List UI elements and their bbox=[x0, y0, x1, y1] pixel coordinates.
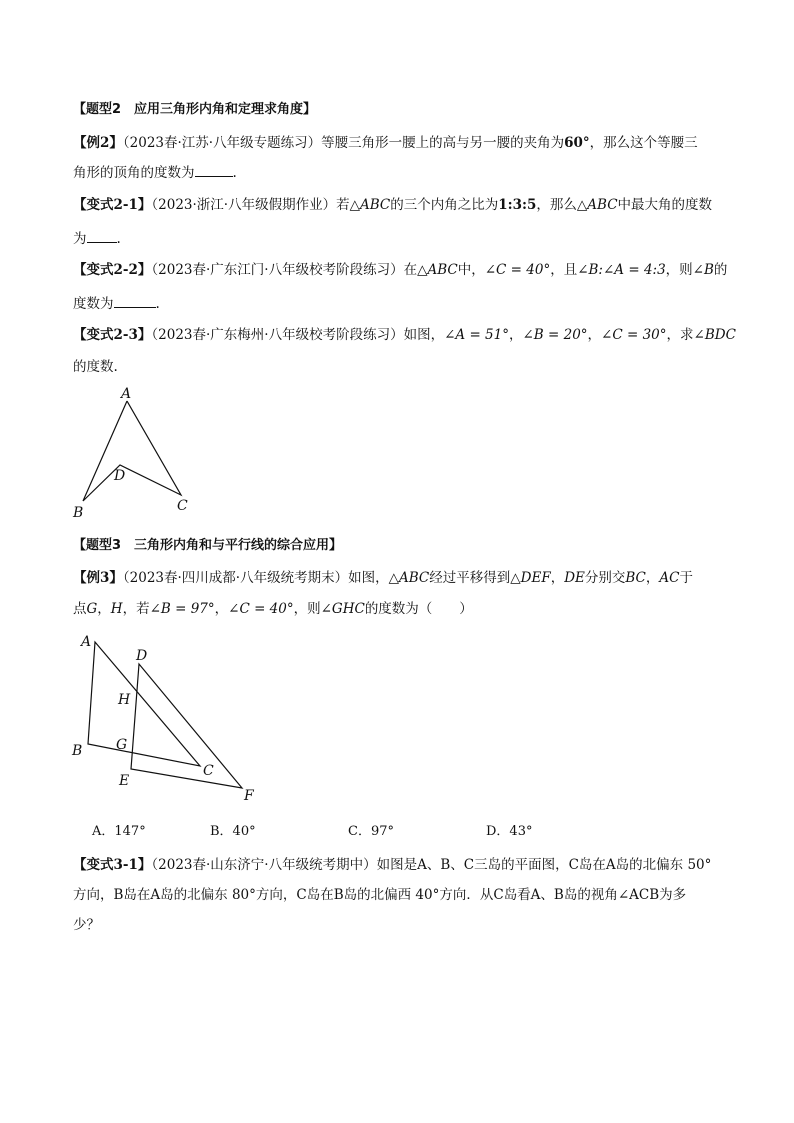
example-2-text: ，那么这个等腰三 bbox=[589, 135, 698, 151]
triangle-def bbox=[131, 664, 242, 788]
variant-2-2-text: 中， bbox=[457, 262, 485, 278]
separator: ， bbox=[508, 327, 523, 343]
variant-2-1-text: 为 bbox=[73, 231, 87, 247]
point-name: H bbox=[110, 601, 123, 617]
variant-3-1-label: 【变式3-1】 bbox=[73, 857, 152, 873]
example-3-label: 【例3】 bbox=[73, 570, 123, 586]
example-3-text: 如图，△ bbox=[348, 570, 399, 586]
variant-3-1-line-1 bbox=[73, 855, 723, 875]
asked-angle: ∠BDC bbox=[693, 327, 736, 343]
separator: ， bbox=[214, 601, 229, 617]
example-2-text: 等腰三角形一腰上的高与另一腰的夹角为 bbox=[321, 135, 565, 151]
variant-2-3-label: 【变式2-3】 bbox=[73, 327, 152, 343]
example-3-text: ， bbox=[550, 570, 565, 586]
triangle-name: ABC bbox=[399, 570, 430, 586]
example-3-line-1 bbox=[73, 568, 723, 588]
triangle-name: ABC bbox=[427, 262, 458, 278]
example-3-text: 分别交 bbox=[584, 570, 626, 586]
condition: ∠C = 30° bbox=[601, 327, 667, 343]
option-d[interactable]: D．43° bbox=[486, 824, 533, 839]
variant-3-1-line-3: 少？ bbox=[73, 917, 100, 933]
figure-1-diagram bbox=[65, 383, 200, 523]
condition: ∠C = 40° bbox=[484, 262, 551, 278]
variant-2-2-text: ，则 bbox=[665, 262, 693, 278]
condition: ∠C = 40° bbox=[228, 601, 294, 617]
variant-2-3-text: 的度数. bbox=[73, 359, 118, 375]
example-3-text: 经过平移得到△ bbox=[429, 570, 521, 586]
variant-2-2-source: （2023春·广东江门·八年级校考阶段练习） bbox=[151, 262, 404, 278]
variant-2-2-line-2 bbox=[73, 293, 723, 314]
example-2-angle: 60° bbox=[564, 135, 590, 151]
condition: ∠A = 51° bbox=[444, 327, 509, 343]
example-3-text: ，若 bbox=[122, 601, 150, 617]
figure-2-diagram bbox=[65, 628, 270, 808]
option-c[interactable]: C．97° bbox=[348, 824, 394, 839]
condition: ∠B:∠A = 4:3 bbox=[577, 262, 666, 278]
variant-3-1-line-2: 方向，B岛在A岛的北偏东 80°方向，C岛在B岛的北偏西 40°方向．从C岛看A、B岛的视角∠ACB为多 bbox=[73, 887, 687, 903]
variant-2-2-text: 的 bbox=[713, 262, 728, 278]
triangle-name: ABC bbox=[587, 197, 618, 213]
variant-3-1-source: （2023春·山东济宁·八年级统考期中） bbox=[151, 857, 377, 873]
point-name: G bbox=[86, 601, 98, 617]
option-a[interactable]: A．147° bbox=[92, 824, 146, 839]
example-2-end: . bbox=[232, 165, 237, 181]
answer-blank bbox=[114, 293, 156, 308]
variant-2-2-text: 度数为 bbox=[73, 296, 114, 312]
label-a: A bbox=[81, 634, 92, 650]
example-3-source: （2023春·四川成都·八年级统考期末） bbox=[122, 570, 349, 586]
condition: ∠B = 97° bbox=[149, 601, 215, 617]
vertex-label-d: D bbox=[114, 468, 126, 484]
label-b: B bbox=[72, 743, 83, 759]
triangle-name: ABC bbox=[359, 197, 391, 213]
example-3-text: 点 bbox=[73, 601, 87, 617]
example-2-line-2 bbox=[73, 162, 723, 183]
example-2-text: 角形的顶角的度数为 bbox=[73, 165, 195, 181]
answer-blank bbox=[195, 162, 233, 177]
separator: ， bbox=[645, 570, 660, 586]
variant-2-3-line-1 bbox=[73, 325, 736, 345]
variant-2-1-line-2 bbox=[73, 228, 723, 249]
vertex-label-c: C bbox=[177, 498, 188, 514]
example-3-line-2 bbox=[73, 599, 723, 619]
variant-2-1-source: （2023·浙江·八年级假期作业） bbox=[151, 197, 337, 213]
section-title-2: 【题型2 应用三角形内角和定理求角度】 bbox=[73, 102, 317, 117]
variant-2-1-line-1 bbox=[73, 195, 723, 215]
example-2-line-1 bbox=[73, 133, 723, 153]
triangle-name: DEF bbox=[520, 570, 551, 586]
vertex-label-a: A bbox=[121, 386, 132, 402]
label-e: E bbox=[119, 773, 130, 789]
variant-2-2-end: . bbox=[155, 296, 160, 312]
variant-2-1-end: . bbox=[116, 231, 121, 247]
variant-2-1-label: 【变式2-1】 bbox=[73, 197, 152, 213]
example-3-text: ，则 bbox=[293, 601, 321, 617]
section-title-3: 【题型3 三角形内角和与平行线的综合应用】 bbox=[73, 538, 343, 553]
variant-2-1-text: 若△ bbox=[336, 197, 360, 213]
variant-2-2-label: 【变式2-2】 bbox=[73, 262, 152, 278]
asked-angle: ∠GHC bbox=[320, 601, 365, 617]
segment-name: BC bbox=[625, 570, 646, 586]
example-2-source: （2023春·江苏·八年级专题练习） bbox=[122, 135, 322, 151]
example-3-text: 于 bbox=[679, 570, 693, 586]
separator: ， bbox=[587, 327, 602, 343]
label-g: G bbox=[116, 737, 128, 753]
figure-1-shape bbox=[83, 401, 181, 501]
variant-2-3-source: （2023春·广东梅州·八年级校考阶段练习） bbox=[151, 327, 404, 343]
vertex-label-b: B bbox=[73, 505, 84, 521]
example-3-text: 的度数为（ ） bbox=[364, 601, 473, 617]
condition: ∠B = 20° bbox=[522, 327, 588, 343]
label-h: H bbox=[118, 692, 131, 708]
variant-2-3-line-2 bbox=[73, 357, 723, 377]
variant-2-2-line-1 bbox=[73, 260, 728, 280]
variant-2-3-text: 如图， bbox=[403, 327, 445, 343]
example-2-label: 【例2】 bbox=[73, 135, 123, 151]
variant-2-3-text: ，求 bbox=[666, 327, 694, 343]
answer-blank bbox=[87, 228, 117, 243]
asked-angle: ∠B bbox=[692, 262, 714, 278]
variant-2-2-text: 在△ bbox=[403, 262, 428, 278]
segment-name: AC bbox=[659, 570, 680, 586]
variant-2-1-text: 的三个内角之比为 bbox=[390, 197, 499, 213]
variant-3-1-text: 如图是A、B、C三岛的平面图，C岛在A岛的北偏东 50° bbox=[376, 857, 712, 873]
variant-2-1-text: 中最大角的度数 bbox=[617, 197, 713, 213]
separator: ， bbox=[97, 601, 111, 617]
variant-2-1-text: ，那么△ bbox=[536, 197, 588, 213]
label-f: F bbox=[244, 788, 254, 804]
segment-name: DE bbox=[564, 570, 585, 586]
option-b[interactable]: B．40° bbox=[210, 824, 256, 839]
label-d: D bbox=[136, 648, 148, 664]
label-c: C bbox=[203, 763, 214, 779]
variant-2-2-text: ，且 bbox=[550, 262, 578, 278]
variant-2-1-ratio: 1:3:5 bbox=[498, 197, 537, 213]
